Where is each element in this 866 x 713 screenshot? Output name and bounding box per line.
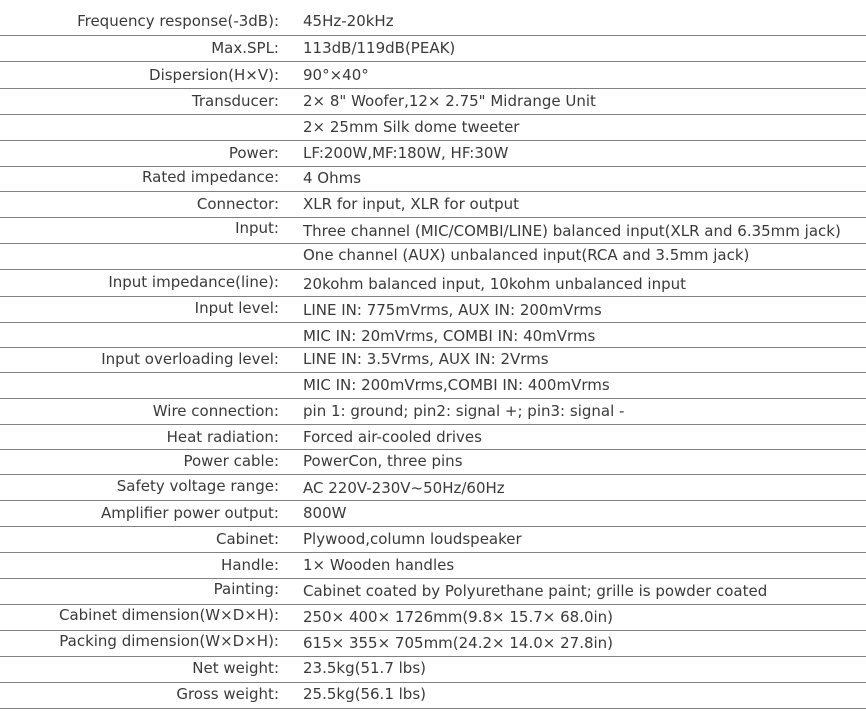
spec-label: Safety voltage range:	[116, 477, 279, 495]
spec-value: 1× Wooden handles	[303, 556, 455, 574]
spec-value: 45Hz-20kHz	[303, 12, 394, 30]
spec-label: Power cable:	[183, 452, 279, 470]
spec-label: Gross weight:	[176, 685, 279, 703]
spec-row	[0, 141, 866, 167]
spec-value: 2× 8" Woofer,12× 2.75" Midrange Unit	[303, 92, 596, 110]
spec-label: Frequency response(-3dB):	[77, 12, 279, 30]
spec-value: 20kohm balanced input, 10kohm unbalanced input	[303, 275, 687, 293]
spec-row	[0, 553, 866, 579]
spec-label: Connector:	[196, 195, 279, 213]
spec-row	[0, 425, 866, 450]
spec-value: 25.5kg(56.1 lbs)	[303, 685, 426, 703]
spec-row	[0, 89, 866, 115]
spec-label: Handle:	[221, 556, 279, 574]
spec-value: 800W	[303, 504, 347, 522]
spec-row	[0, 36, 866, 62]
spec-label: Input overloading level:	[101, 350, 279, 368]
spec-label: Power:	[228, 144, 279, 162]
spec-row	[0, 348, 866, 373]
spec-value: One channel (AUX) unbalanced input(RCA and 3.5mm jack)	[303, 246, 750, 264]
spec-row	[0, 167, 866, 192]
spec-value: LINE IN: 775mVrms, AUX IN: 200mVrms	[303, 301, 602, 319]
spec-row	[0, 527, 866, 553]
spec-label: Input level:	[194, 299, 279, 317]
spec-row	[0, 297, 866, 323]
spec-row	[0, 399, 866, 425]
spec-value: MIC IN: 200mVrms,COMBI IN: 400mVrms	[303, 376, 610, 394]
spec-row	[0, 62, 866, 89]
spec-row	[0, 192, 866, 218]
spec-label: Input:	[235, 219, 279, 237]
spec-value: pin 1: ground; pin2: signal +; pin3: signal -	[303, 402, 625, 420]
spec-value: Cabinet coated by Polyurethane paint; grille is powder coated	[303, 582, 768, 600]
spec-value: 4 Ohms	[303, 169, 362, 187]
spec-value: 23.5kg(51.7 lbs)	[303, 659, 426, 677]
spec-label: Heat radiation:	[166, 428, 279, 446]
spec-row	[0, 605, 866, 631]
spec-row	[0, 244, 866, 270]
spec-row	[0, 631, 866, 657]
spec-label: Dispersion(H×V):	[149, 66, 279, 84]
spec-value: AC 220V-230V~50Hz/60Hz	[303, 479, 505, 497]
spec-row	[0, 450, 866, 475]
spec-label: Amplifier power output:	[100, 504, 279, 522]
spec-value: Plywood,column loudspeaker	[303, 530, 522, 548]
spec-label: Painting:	[213, 580, 279, 598]
spec-row	[0, 683, 866, 709]
spec-value: XLR for input, XLR for output	[303, 195, 520, 213]
spec-row	[0, 657, 866, 683]
spec-label: Cabinet dimension(W×D×H):	[59, 606, 279, 624]
spec-value: PowerCon, three pins	[303, 452, 463, 470]
spec-row	[0, 373, 866, 399]
spec-label: Input impedance(line):	[108, 273, 279, 291]
spec-value: LF:200W,MF:180W, HF:30W	[303, 144, 509, 162]
spec-row	[0, 475, 866, 501]
spec-value: 615× 355× 705mm(24.2× 14.0× 27.8in)	[303, 634, 614, 652]
spec-label: Packing dimension(W×D×H):	[59, 632, 279, 650]
spec-value: MIC IN: 20mVrms, COMBI IN: 40mVrms	[303, 327, 596, 345]
spec-value: LINE IN: 3.5Vrms, AUX IN: 2Vrms	[303, 350, 549, 368]
spec-row	[0, 115, 866, 141]
spec-label: Wire connection:	[152, 402, 279, 420]
spec-value: 250× 400× 1726mm(9.8× 15.7× 68.0in)	[303, 608, 614, 626]
spec-label: Net weight:	[192, 659, 279, 677]
spec-value: Forced air-cooled drives	[303, 428, 482, 446]
spec-row	[0, 579, 866, 605]
spec-value: 113dB/119dB(PEAK)	[303, 39, 456, 57]
spec-label: Transducer:	[191, 92, 279, 110]
spec-value: 90°×40°	[303, 66, 369, 84]
spec-value: Three channel (MIC/COMBI/LINE) balanced input(XLR and 6.35mm jack)	[303, 222, 841, 240]
spec-row	[0, 323, 866, 348]
spec-row	[0, 501, 866, 527]
spec-value: 2× 25mm Silk dome tweeter	[303, 118, 520, 136]
spec-row	[0, 218, 866, 244]
spec-label: Max.SPL:	[211, 39, 279, 57]
spec-row	[0, 10, 866, 36]
spec-row	[0, 270, 866, 297]
spec-label: Rated impedance:	[142, 168, 279, 186]
spec-label: Cabinet:	[215, 530, 279, 548]
